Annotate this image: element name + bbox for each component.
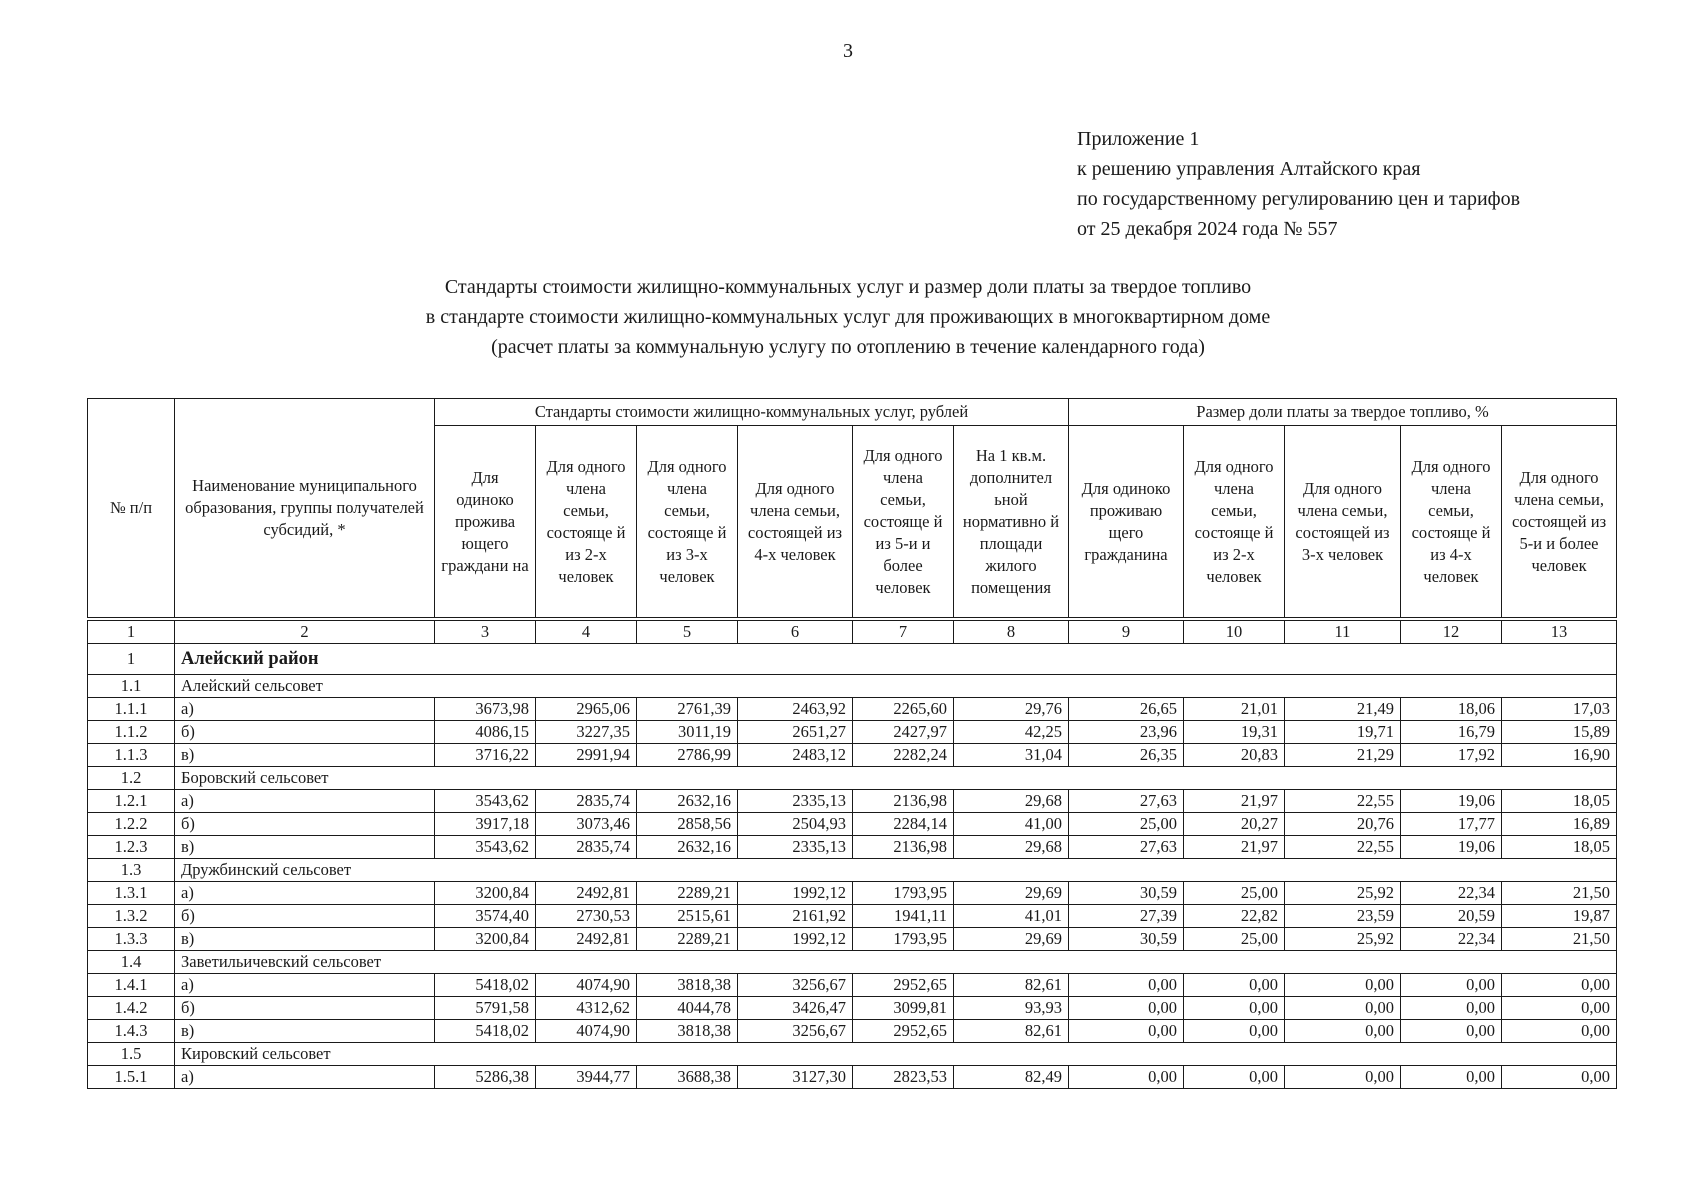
row-value-col-13: 21,50 bbox=[1502, 928, 1617, 951]
row-value-col-11: 21,49 bbox=[1285, 698, 1401, 721]
header-col-4: Для одного члена семьи, состояще й из 2-х человек bbox=[536, 426, 637, 620]
header-num: № п/п bbox=[88, 399, 175, 620]
row-value-col-10: 25,00 bbox=[1184, 882, 1285, 905]
header-col-12: Для одного члена семьи, состояще й из 4-х человек bbox=[1401, 426, 1502, 620]
section-row bbox=[88, 1043, 1617, 1066]
row-value-col-13: 0,00 bbox=[1502, 1066, 1617, 1089]
title-line: Стандарты стоимости жилищно-коммунальных услуг и размер доли платы за твердое топливо bbox=[444, 276, 1252, 298]
row-value-col-6: 2161,92 bbox=[738, 905, 853, 928]
row-value-col-6: 2335,13 bbox=[738, 790, 853, 813]
row-value-col-4: 2965,06 bbox=[536, 698, 637, 721]
row-num: 1.3.1 bbox=[88, 882, 175, 905]
page-number: 3 bbox=[843, 40, 853, 62]
row-value-col-6: 3256,67 bbox=[738, 1020, 853, 1043]
row-value-col-4: 4074,90 bbox=[536, 974, 637, 997]
row-num: 1.3.3 bbox=[88, 928, 175, 951]
row-value-col-10: 21,01 bbox=[1184, 698, 1285, 721]
section-row bbox=[88, 859, 1617, 882]
header-name: Наименование муниципального образования, группы получателей субсидий, * bbox=[175, 399, 435, 620]
row-value-col-8: 29,68 bbox=[954, 836, 1069, 859]
row-value-col-12: 17,77 bbox=[1401, 813, 1502, 836]
row-value-col-11: 20,76 bbox=[1285, 813, 1401, 836]
column-number: 10 bbox=[1184, 619, 1285, 644]
row-value-col-11: 19,71 bbox=[1285, 721, 1401, 744]
row-group: в) bbox=[175, 744, 435, 767]
header-col-5: Для одного члена семьи, состояще й из 3-х человек bbox=[637, 426, 738, 620]
row-value-col-13: 16,90 bbox=[1502, 744, 1617, 767]
appendix-reference bbox=[1077, 124, 1520, 244]
row-value-col-10: 0,00 bbox=[1184, 1066, 1285, 1089]
row-value-col-5: 3011,19 bbox=[637, 721, 738, 744]
row-value-col-5: 2858,56 bbox=[637, 813, 738, 836]
column-number: 3 bbox=[435, 619, 536, 644]
row-value-col-7: 3099,81 bbox=[853, 997, 954, 1020]
row-value-col-4: 3073,46 bbox=[536, 813, 637, 836]
row-value-col-9: 25,00 bbox=[1069, 813, 1184, 836]
row-value-col-8: 29,69 bbox=[954, 928, 1069, 951]
row-group: б) bbox=[175, 813, 435, 836]
row-num: 1.4.1 bbox=[88, 974, 175, 997]
row-group: а) bbox=[175, 1066, 435, 1089]
row-value-col-4: 4074,90 bbox=[536, 1020, 637, 1043]
district-name: Алейский район bbox=[175, 644, 1617, 675]
row-value-col-12: 0,00 bbox=[1401, 1066, 1502, 1089]
table-row bbox=[88, 1066, 1617, 1089]
row-group: а) bbox=[175, 974, 435, 997]
row-value-col-10: 20,27 bbox=[1184, 813, 1285, 836]
row-value-col-4: 2835,74 bbox=[536, 790, 637, 813]
section-row bbox=[88, 675, 1617, 698]
row-value-col-5: 2515,61 bbox=[637, 905, 738, 928]
row-value-col-4: 4312,62 bbox=[536, 997, 637, 1020]
row-group: б) bbox=[175, 721, 435, 744]
section-num: 1.3 bbox=[88, 859, 175, 882]
row-value-col-5: 2289,21 bbox=[637, 882, 738, 905]
row-value-col-4: 2991,94 bbox=[536, 744, 637, 767]
header-col-11: Для одного члена семьи, состоящей из 3-х человек bbox=[1285, 426, 1401, 620]
row-group: в) bbox=[175, 836, 435, 859]
district-row bbox=[88, 644, 1617, 675]
document-title bbox=[0, 272, 1696, 362]
section-num: 1.5 bbox=[88, 1043, 175, 1066]
row-value-col-9: 23,96 bbox=[1069, 721, 1184, 744]
row-value-col-4: 3944,77 bbox=[536, 1066, 637, 1089]
header-col-7: Для одного члена семьи, состояще й из 5-и и более человек bbox=[853, 426, 954, 620]
row-value-col-9: 30,59 bbox=[1069, 882, 1184, 905]
row-value-col-4: 2492,81 bbox=[536, 928, 637, 951]
row-value-col-4: 2730,53 bbox=[536, 905, 637, 928]
column-number: 1 bbox=[88, 619, 175, 644]
row-value-col-10: 22,82 bbox=[1184, 905, 1285, 928]
column-number: 9 bbox=[1069, 619, 1184, 644]
section-num: 1.4 bbox=[88, 951, 175, 974]
appendix-line: к решению управления Алтайского края bbox=[1077, 158, 1421, 180]
row-value-col-13: 17,03 bbox=[1502, 698, 1617, 721]
row-value-col-7: 2265,60 bbox=[853, 698, 954, 721]
row-value-col-13: 18,05 bbox=[1502, 836, 1617, 859]
row-value-col-12: 0,00 bbox=[1401, 997, 1502, 1020]
row-value-col-7: 2952,65 bbox=[853, 1020, 954, 1043]
row-value-col-12: 18,06 bbox=[1401, 698, 1502, 721]
row-value-col-12: 0,00 bbox=[1401, 974, 1502, 997]
row-num: 1.3.2 bbox=[88, 905, 175, 928]
row-value-col-5: 2632,16 bbox=[637, 790, 738, 813]
row-value-col-3: 5791,58 bbox=[435, 997, 536, 1020]
row-value-col-10: 21,97 bbox=[1184, 790, 1285, 813]
row-value-col-11: 0,00 bbox=[1285, 1020, 1401, 1043]
row-value-col-3: 3200,84 bbox=[435, 882, 536, 905]
row-value-col-9: 0,00 bbox=[1069, 997, 1184, 1020]
row-value-col-6: 3426,47 bbox=[738, 997, 853, 1020]
row-value-col-4: 3227,35 bbox=[536, 721, 637, 744]
row-value-col-7: 2282,24 bbox=[853, 744, 954, 767]
row-value-col-6: 2335,13 bbox=[738, 836, 853, 859]
row-value-col-5: 3818,38 bbox=[637, 1020, 738, 1043]
row-value-col-8: 93,93 bbox=[954, 997, 1069, 1020]
table-row bbox=[88, 928, 1617, 951]
column-number: 12 bbox=[1401, 619, 1502, 644]
row-value-col-12: 17,92 bbox=[1401, 744, 1502, 767]
row-value-col-6: 2651,27 bbox=[738, 721, 853, 744]
row-value-col-3: 4086,15 bbox=[435, 721, 536, 744]
row-value-col-7: 1793,95 bbox=[853, 882, 954, 905]
row-value-col-9: 26,65 bbox=[1069, 698, 1184, 721]
row-value-col-3: 5418,02 bbox=[435, 974, 536, 997]
row-value-col-8: 41,00 bbox=[954, 813, 1069, 836]
row-value-col-6: 1992,12 bbox=[738, 928, 853, 951]
appendix-line: от 25 декабря 2024 года № 557 bbox=[1077, 218, 1338, 240]
column-number: 2 bbox=[175, 619, 435, 644]
row-num: 1.4.2 bbox=[88, 997, 175, 1020]
table-row bbox=[88, 997, 1617, 1020]
row-value-col-10: 0,00 bbox=[1184, 997, 1285, 1020]
section-name: Боровский сельсовет bbox=[175, 767, 1617, 790]
row-value-col-12: 20,59 bbox=[1401, 905, 1502, 928]
header-group-standards: Стандарты стоимости жилищно-коммунальных услуг, рублей bbox=[435, 399, 1069, 426]
row-value-col-7: 1793,95 bbox=[853, 928, 954, 951]
row-value-col-13: 21,50 bbox=[1502, 882, 1617, 905]
row-value-col-3: 5418,02 bbox=[435, 1020, 536, 1043]
row-value-col-12: 22,34 bbox=[1401, 928, 1502, 951]
row-value-col-11: 0,00 bbox=[1285, 974, 1401, 997]
row-value-col-4: 2835,74 bbox=[536, 836, 637, 859]
row-group: б) bbox=[175, 905, 435, 928]
row-group: б) bbox=[175, 997, 435, 1020]
row-value-col-5: 4044,78 bbox=[637, 997, 738, 1020]
row-num: 1.2.3 bbox=[88, 836, 175, 859]
header-col-10: Для одного члена семьи, состояще й из 2-х человек bbox=[1184, 426, 1285, 620]
row-value-col-8: 29,68 bbox=[954, 790, 1069, 813]
table-row bbox=[88, 790, 1617, 813]
row-value-col-3: 3673,98 bbox=[435, 698, 536, 721]
district-num: 1 bbox=[88, 644, 175, 675]
row-value-col-7: 2823,53 bbox=[853, 1066, 954, 1089]
column-number: 5 bbox=[637, 619, 738, 644]
row-value-col-7: 2284,14 bbox=[853, 813, 954, 836]
row-value-col-11: 22,55 bbox=[1285, 790, 1401, 813]
row-value-col-8: 82,61 bbox=[954, 974, 1069, 997]
header-col-8: На 1 кв.м. дополнител ьной нормативно й площади жилого помещения bbox=[954, 426, 1069, 620]
row-value-col-10: 25,00 bbox=[1184, 928, 1285, 951]
appendix-line: Приложение 1 bbox=[1077, 128, 1200, 150]
row-group: в) bbox=[175, 928, 435, 951]
row-value-col-8: 42,25 bbox=[954, 721, 1069, 744]
row-value-col-5: 2786,99 bbox=[637, 744, 738, 767]
column-number: 4 bbox=[536, 619, 637, 644]
row-value-col-7: 2427,97 bbox=[853, 721, 954, 744]
row-value-col-11: 25,92 bbox=[1285, 928, 1401, 951]
row-num: 1.1.3 bbox=[88, 744, 175, 767]
table-row bbox=[88, 882, 1617, 905]
row-value-col-12: 19,06 bbox=[1401, 836, 1502, 859]
table-row bbox=[88, 836, 1617, 859]
column-number: 11 bbox=[1285, 619, 1401, 644]
row-value-col-5: 3818,38 bbox=[637, 974, 738, 997]
row-value-col-3: 3543,62 bbox=[435, 836, 536, 859]
row-value-col-8: 29,76 bbox=[954, 698, 1069, 721]
header-col-6: Для одного члена семьи, состоящей из 4-х человек bbox=[738, 426, 853, 620]
row-value-col-7: 2136,98 bbox=[853, 790, 954, 813]
row-value-col-9: 0,00 bbox=[1069, 1020, 1184, 1043]
row-value-col-9: 27,39 bbox=[1069, 905, 1184, 928]
column-number: 8 bbox=[954, 619, 1069, 644]
section-name: Алейский сельсовет bbox=[175, 675, 1617, 698]
table-row bbox=[88, 905, 1617, 928]
row-group: в) bbox=[175, 1020, 435, 1043]
row-value-col-6: 3127,30 bbox=[738, 1066, 853, 1089]
row-value-col-6: 3256,67 bbox=[738, 974, 853, 997]
table-row bbox=[88, 744, 1617, 767]
row-value-col-12: 0,00 bbox=[1401, 1020, 1502, 1043]
title-line: в стандарте стоимости жилищно-коммунальных услуг для проживающих в многоквартирном доме bbox=[425, 306, 1271, 328]
section-row bbox=[88, 767, 1617, 790]
table-row bbox=[88, 721, 1617, 744]
row-num: 1.4.3 bbox=[88, 1020, 175, 1043]
row-group: а) bbox=[175, 698, 435, 721]
row-value-col-12: 19,06 bbox=[1401, 790, 1502, 813]
row-value-col-9: 26,35 bbox=[1069, 744, 1184, 767]
row-value-col-13: 19,87 bbox=[1502, 905, 1617, 928]
row-value-col-3: 3716,22 bbox=[435, 744, 536, 767]
section-name: Заветильичевский сельсовет bbox=[175, 951, 1617, 974]
section-num: 1.2 bbox=[88, 767, 175, 790]
row-value-col-7: 2136,98 bbox=[853, 836, 954, 859]
row-value-col-11: 0,00 bbox=[1285, 997, 1401, 1020]
row-num: 1.1.1 bbox=[88, 698, 175, 721]
row-value-col-9: 27,63 bbox=[1069, 836, 1184, 859]
section-name: Кировский сельсовет bbox=[175, 1043, 1617, 1066]
row-num: 1.2.1 bbox=[88, 790, 175, 813]
row-value-col-10: 20,83 bbox=[1184, 744, 1285, 767]
row-value-col-3: 3917,18 bbox=[435, 813, 536, 836]
row-value-col-6: 2504,93 bbox=[738, 813, 853, 836]
section-num: 1.1 bbox=[88, 675, 175, 698]
header-col-9: Для одиноко проживаю щего гражданина bbox=[1069, 426, 1184, 620]
row-value-col-7: 2952,65 bbox=[853, 974, 954, 997]
column-number-row bbox=[88, 619, 1617, 644]
row-value-col-5: 2289,21 bbox=[637, 928, 738, 951]
row-value-col-3: 5286,38 bbox=[435, 1066, 536, 1089]
row-value-col-10: 0,00 bbox=[1184, 1020, 1285, 1043]
table-row bbox=[88, 974, 1617, 997]
row-num: 1.2.2 bbox=[88, 813, 175, 836]
row-value-col-4: 2492,81 bbox=[536, 882, 637, 905]
row-value-col-3: 3543,62 bbox=[435, 790, 536, 813]
row-value-col-9: 27,63 bbox=[1069, 790, 1184, 813]
row-value-col-8: 41,01 bbox=[954, 905, 1069, 928]
appendix-line: по государственному регулированию цен и тарифов bbox=[1077, 188, 1521, 210]
table-row bbox=[88, 813, 1617, 836]
header-row-groups bbox=[88, 399, 1617, 426]
row-value-col-3: 3200,84 bbox=[435, 928, 536, 951]
row-value-col-13: 18,05 bbox=[1502, 790, 1617, 813]
header-col-3: Для одиноко прожива ющего граждани на bbox=[435, 426, 536, 620]
row-value-col-11: 21,29 bbox=[1285, 744, 1401, 767]
row-value-col-12: 22,34 bbox=[1401, 882, 1502, 905]
row-value-col-9: 0,00 bbox=[1069, 1066, 1184, 1089]
row-value-col-11: 23,59 bbox=[1285, 905, 1401, 928]
row-value-col-8: 82,49 bbox=[954, 1066, 1069, 1089]
row-value-col-3: 3574,40 bbox=[435, 905, 536, 928]
column-number: 6 bbox=[738, 619, 853, 644]
row-value-col-11: 22,55 bbox=[1285, 836, 1401, 859]
row-value-col-6: 2483,12 bbox=[738, 744, 853, 767]
row-value-col-6: 2463,92 bbox=[738, 698, 853, 721]
row-value-col-10: 21,97 bbox=[1184, 836, 1285, 859]
row-value-col-5: 3688,38 bbox=[637, 1066, 738, 1089]
row-num: 1.5.1 bbox=[88, 1066, 175, 1089]
column-number: 7 bbox=[853, 619, 954, 644]
row-value-col-13: 15,89 bbox=[1502, 721, 1617, 744]
header-group-share: Размер доли платы за твердое топливо, % bbox=[1069, 399, 1617, 426]
row-value-col-11: 0,00 bbox=[1285, 1066, 1401, 1089]
row-value-col-10: 19,31 bbox=[1184, 721, 1285, 744]
column-number: 13 bbox=[1502, 619, 1617, 644]
title-line: (расчет платы за коммунальную услугу по отоплению в течение календарного года) bbox=[491, 336, 1205, 358]
row-value-col-13: 0,00 bbox=[1502, 1020, 1617, 1043]
row-group: а) bbox=[175, 790, 435, 813]
row-value-col-8: 82,61 bbox=[954, 1020, 1069, 1043]
row-value-col-5: 2632,16 bbox=[637, 836, 738, 859]
table-row bbox=[88, 698, 1617, 721]
row-value-col-13: 16,89 bbox=[1502, 813, 1617, 836]
row-value-col-8: 29,69 bbox=[954, 882, 1069, 905]
row-value-col-13: 0,00 bbox=[1502, 997, 1617, 1020]
header-col-13: Для одного члена семьи, состоящей из 5-и и более человек bbox=[1502, 426, 1617, 620]
row-value-col-12: 16,79 bbox=[1401, 721, 1502, 744]
row-value-col-13: 0,00 bbox=[1502, 974, 1617, 997]
row-value-col-11: 25,92 bbox=[1285, 882, 1401, 905]
table-row bbox=[88, 1020, 1617, 1043]
row-value-col-8: 31,04 bbox=[954, 744, 1069, 767]
row-group: а) bbox=[175, 882, 435, 905]
row-value-col-9: 30,59 bbox=[1069, 928, 1184, 951]
row-value-col-6: 1992,12 bbox=[738, 882, 853, 905]
standards-table bbox=[87, 398, 1617, 1089]
row-num: 1.1.2 bbox=[88, 721, 175, 744]
row-value-col-9: 0,00 bbox=[1069, 974, 1184, 997]
row-value-col-10: 0,00 bbox=[1184, 974, 1285, 997]
row-value-col-7: 1941,11 bbox=[853, 905, 954, 928]
row-value-col-5: 2761,39 bbox=[637, 698, 738, 721]
section-name: Дружбинский сельсовет bbox=[175, 859, 1617, 882]
section-row bbox=[88, 951, 1617, 974]
